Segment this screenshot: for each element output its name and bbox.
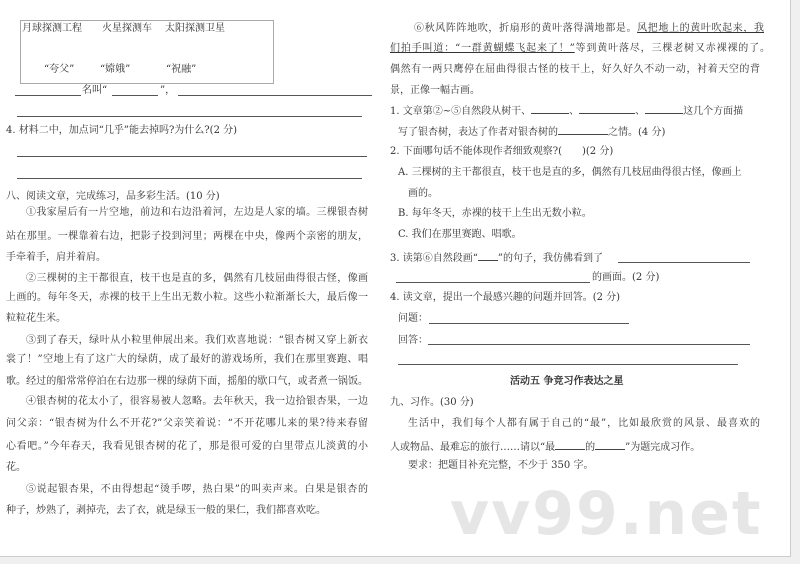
- answer-line[interactable]: [17, 156, 367, 157]
- section-8-heading: 八、阅读文章，完成练习，品多彩生活。(10 分): [6, 191, 220, 202]
- passage-line: 心看吧。”今年春天，我看见银杏树的花了，那是很可爱的白里带点儿淡黄的小: [6, 441, 368, 452]
- passage-line: ②三棵树的主干都很直，枝干也是直的多，偶然有几枝屈曲得很古怪，像画: [26, 273, 368, 284]
- reading-question-4: 4. 读文章，提出一个最感兴趣的问题并回答。(2 分): [390, 292, 621, 303]
- q-text: 3. 读第⑥自然段画“: [390, 253, 478, 264]
- box-item: “嫦娥”: [100, 64, 131, 75]
- watermark: vv99.net: [450, 479, 763, 549]
- q-text: 写了银杏树，表达了作者对银杏树的: [398, 127, 558, 138]
- passage-line: 景，正像一幅古画。: [390, 85, 480, 96]
- q-text: 人或物品、最难忘的旅行……请以“最: [390, 442, 556, 453]
- option-a-cont: 画的。: [408, 188, 438, 199]
- answer-blank[interactable]: [178, 95, 372, 96]
- q-text: 1. 文章第②~⑤自然段从树干、: [390, 106, 532, 117]
- answer-blank[interactable]: [15, 95, 81, 96]
- answer-input-line[interactable]: [428, 344, 750, 345]
- passage-text: ⑥秋风阵阵地吹，折扇形的黄叶落得满地都是。: [414, 23, 638, 34]
- passage-line: 问父亲：“银杏树为什么不开花?”父亲笑着说：“不开花哪儿来的果?待来春留: [6, 418, 368, 429]
- passage-line: 上画的。每年冬天，赤裸的枝干上生出无数小粒。这些小粒渐渐长大，最后像一: [6, 292, 368, 303]
- passage-line: 裳了！”空地上有了这广大的绿荫，成了最好的游戏场所，我们在那里赛跑、唱: [6, 354, 368, 365]
- passage-line: 站在那里。一棵靠着右边，把影子投到河里；两棵在中央，像两个亲密的朋友，: [6, 231, 368, 242]
- passage-line: ④银杏树的花太小了，很容易被人忽略。去年秋天，我一边拾银杏果，一边: [26, 396, 368, 407]
- reading-question-3: [390, 250, 603, 266]
- passage-line: ⑤说起银杏果，不由得想起“烫手啰，热白果”的叫卖声来。白果是银杏的: [26, 484, 368, 495]
- answer-line[interactable]: [618, 262, 750, 263]
- essay-prompt-line: 生活中，我们每个人都有属于自己的“最”，比如最欣赏的风景、最喜欢的: [408, 418, 760, 429]
- reading-question-2: 2. 下面哪句话不能体现作者细致观察?( )(2 分): [390, 146, 614, 157]
- activity-5-heading: 活动五 争竞习作表达之星: [510, 376, 624, 387]
- passage-line: [414, 22, 764, 36]
- named-label: 名叫“: [82, 85, 108, 96]
- passage-line: ③到了春天，绿叶从小粒里伸展出来。我们欢喜地说：“银杏树又穿上新衣: [26, 335, 368, 346]
- q-text: 、: [635, 106, 646, 117]
- title-blank[interactable]: [595, 439, 625, 450]
- title-blank[interactable]: [555, 439, 585, 450]
- line-mark-blank: [478, 250, 498, 261]
- passage-line: 手牵着手，肩并着肩。: [6, 252, 106, 263]
- answer-blank[interactable]: [558, 124, 608, 135]
- box-item: 月球探测工程: [22, 23, 82, 34]
- reading-question-1-cont: [398, 124, 665, 140]
- question-4: 4. 材料二中，加点词“几乎”能去掉吗?为什么?(2 分): [6, 125, 238, 136]
- q-text: 、: [569, 106, 580, 117]
- passage-text: 等到黄叶落尽，三棵老树又赤裸裸的了。: [574, 43, 770, 54]
- passage-line: 种子，炒熟了，剥掉壳，去了衣，就是绿玉一般的果仁，我们都喜欢吃。: [6, 505, 326, 516]
- answer-line[interactable]: [17, 178, 362, 179]
- answer-blank[interactable]: [531, 103, 569, 114]
- question-input-line[interactable]: [429, 323, 629, 324]
- passage-line: 歌。经过的船常常停泊在右边那一棵的绿荫下面，摇船的歇口气，或者煮一锅饭。: [6, 376, 368, 387]
- answer-line[interactable]: [396, 282, 590, 283]
- q-text: 这几个方面描: [683, 106, 744, 117]
- passage-line: 花。: [6, 462, 26, 473]
- q-text: ”为题完成习作。: [625, 442, 701, 453]
- passage-line: [390, 42, 770, 56]
- answer-input-line[interactable]: [398, 364, 738, 365]
- answer-blank[interactable]: [112, 95, 158, 96]
- essay-requirement: 要求：把题目补充完整，不少于 350 字。: [408, 460, 594, 471]
- answer-label: 回答：: [398, 335, 428, 346]
- box-item: “祝融”: [166, 64, 197, 75]
- box-item: 火星探测车: [102, 23, 152, 34]
- q-text: ”的句子，我仿佛看到了: [497, 253, 603, 264]
- underlined-sentence: 们拍手叫道：“一群黄蝴蝶飞起来了！”: [390, 43, 575, 54]
- answer-blank[interactable]: [645, 103, 683, 114]
- question-label: 问题：: [398, 313, 428, 324]
- option-c: C. 我们在那里赛跑、唱歌。: [398, 229, 522, 240]
- option-a: A. 三棵树的主干都很直，枝干也是直的多，偶然有几枝屈曲得很古怪，像画上: [398, 167, 742, 178]
- answer-blank[interactable]: [579, 103, 635, 114]
- reading-question-1: [390, 103, 743, 119]
- underlined-sentence: 风把地上的黄叶吹起来，我: [637, 23, 764, 34]
- q-text: 的: [585, 442, 596, 453]
- answer-line[interactable]: [17, 116, 362, 117]
- passage-line: ①我家屋后有一片空地，前边和右边沿着河，左边是人家的墙。三棵银杏树: [26, 207, 368, 218]
- passage-line: 偶然有一两只鹰停在屈曲得很古怪的枝干上，好久好久不动一动，衬着天空的背: [390, 64, 760, 75]
- passage-line: 粒粒花生米。: [6, 313, 66, 324]
- box-item: 太阳探测卫星: [165, 23, 225, 34]
- section-9-heading: 九、习作。(30 分): [390, 397, 474, 408]
- option-b: B. 每年冬天，赤裸的枝干上生出无数小粒。: [398, 208, 592, 219]
- q-text: 之情。(4 分): [608, 127, 666, 138]
- quote-close: ”，: [160, 85, 176, 96]
- box-item: “夸父”: [44, 64, 75, 75]
- q3-tail: 的画面。(2 分): [592, 272, 660, 283]
- essay-prompt-line: [390, 439, 700, 455]
